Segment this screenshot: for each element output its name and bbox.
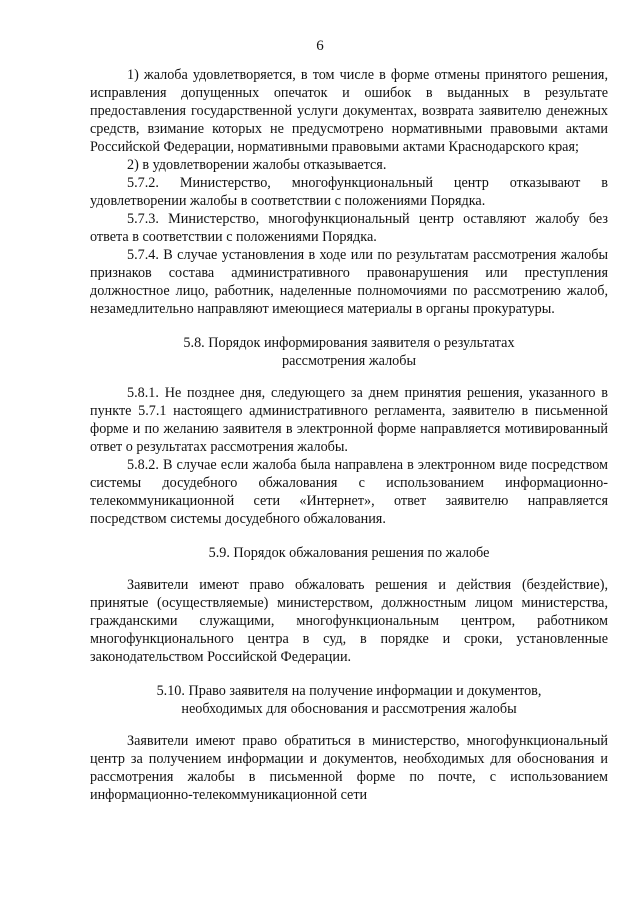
paragraph-5-8-2: 5.8.2. В случае если жалоба была направлена в электронном виде посредством системы досудебного обжалования с использованием информационно-телекоммуникационной сети «Интернет», ответ заявителю направляется посредством системы досудебного обжалования. (90, 457, 608, 527)
paragraph-5-7-1-item-1: 1) жалоба удовлетворяется, в том числе в форме отмены принятого решения, исправления допущенных опечаток и ошибок в выданных в результате предоставления государственной услуги документах, возврата заявителю денежных средств, взимание которых не предусмотрено нормативными правовыми актами Российской Федерации, нормативными правовыми актами Краснодарского края; (90, 67, 608, 155)
paragraph-5-7-2: 5.7.2. Министерство, многофункциональный центр отказывают в удовлетворении жалобы в соответствии с положениями Порядка. (90, 175, 608, 209)
document-body (90, 66, 608, 804)
heading-5-10-line-1: 5.10. Право заявителя на получение информации и документов, (156, 683, 542, 699)
section-heading-5-10 (90, 682, 608, 718)
section-heading-5-9 (90, 544, 608, 562)
paragraph-5-7-4: 5.7.4. В случае установления в ходе или по результатам рассмотрения жалобы признаков состава административного правонарушения или преступления должностное лицо, работник, наделенные полномочиями по рассмотрению жалоб, незамедлительно направляют имеющиеся материалы в органы прокуратуры. (90, 247, 608, 317)
section-heading-5-8 (90, 334, 608, 370)
paragraph-5-7-3: 5.7.3. Министерство, многофункциональный центр оставляют жалобу без ответа в соответствии с положениями Порядка. (90, 211, 608, 245)
paragraph-5-7-1-item-2: 2) в удовлетворении жалобы отказывается. (127, 157, 387, 173)
heading-5-10-line-2: необходимых для обоснования и рассмотрения жалобы (181, 701, 517, 717)
paragraph-5-8-1: 5.8.1. Не позднее дня, следующего за днем принятия решения, указанного в пункте 5.7.1 настоящего административного регламента, заявителю в письменной форме и по желанию заявителя в электронной форме направляется мотивированный ответ о результатах рассмотрения жалобы. (90, 385, 608, 455)
heading-5-8-line-1: 5.8. Порядок информирования заявителя о результатах (183, 335, 515, 351)
heading-5-8-line-2: рассмотрения жалобы (281, 353, 417, 369)
paragraph-5-10: Заявители имеют право обратиться в министерство, многофункциональный центр за получением информации и документов, необходимых для обоснования и рассмотрения жалобы в письменной форме по почте, с использованием информационно-телекоммуникационной сети (90, 733, 608, 803)
heading-5-9-line-1: 5.9. Порядок обжалования решения по жалобе (208, 545, 490, 561)
paragraph-5-9: Заявители имеют право обжаловать решения и действия (бездействие), принятые (осуществляемые) министерством, должностным лицом министерства, гражданскими служащими, многофункциональным центром, работником многофункционального центра в суд, в порядке и сроки, установленные законодательством Российской Федерации. (90, 577, 608, 665)
page-number: 6 (316, 38, 324, 54)
